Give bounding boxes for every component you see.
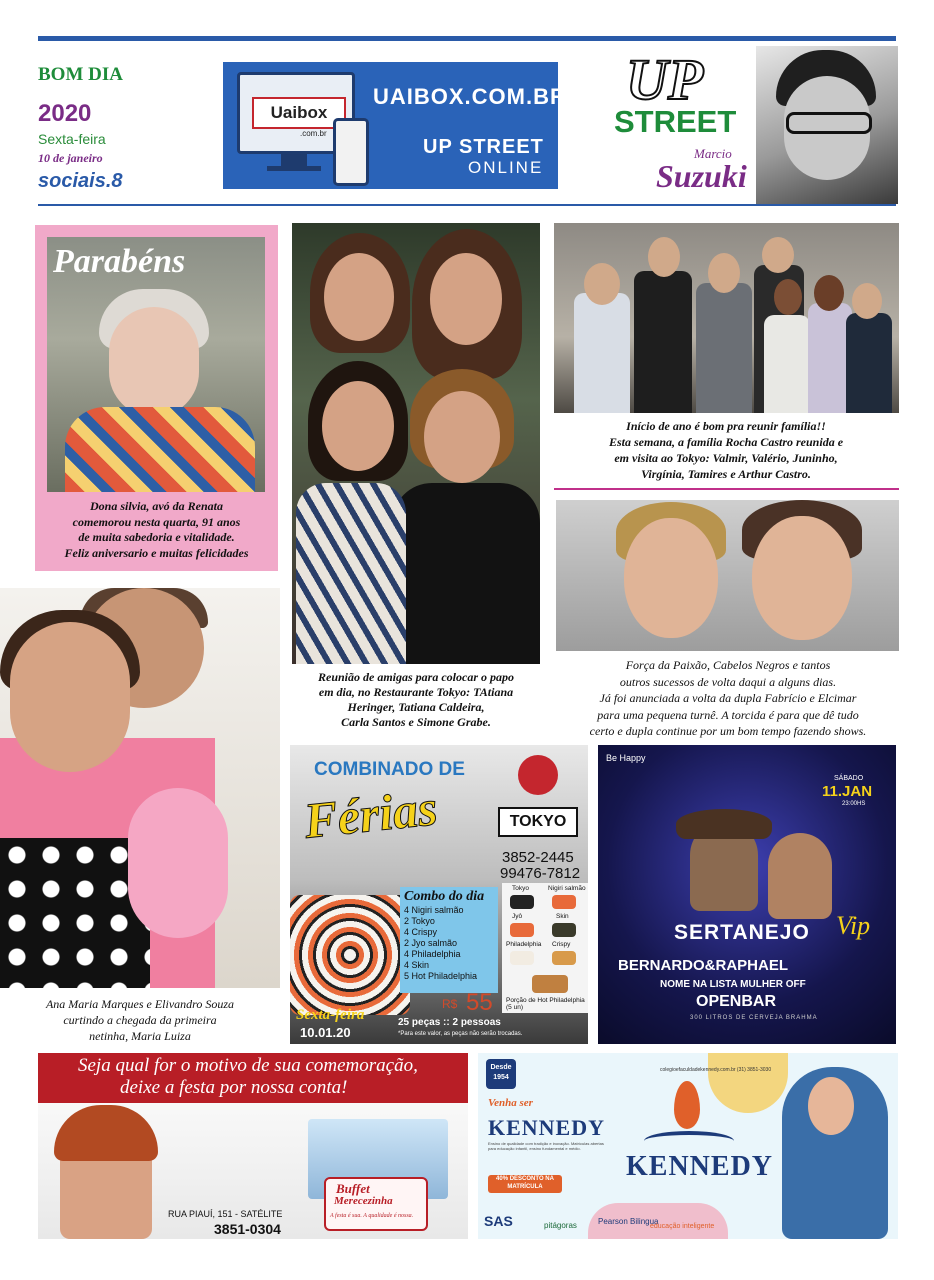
friend-print-top [296, 483, 406, 664]
since-badge: Desde 1954 [486, 1059, 516, 1089]
uaibox-line2: ONLINE [468, 158, 544, 177]
combo-list [400, 887, 498, 993]
combo-item: 4 Nigiri salmão [404, 905, 464, 915]
family-member [764, 315, 810, 413]
grandmother-face [10, 622, 130, 772]
edition-date: 10 de janeiro [38, 151, 103, 165]
friend-face [430, 253, 502, 345]
logo-street: STREET [614, 104, 737, 139]
singer-face [624, 518, 718, 638]
event-date: 11.JAN [822, 783, 873, 800]
uaibox-site-link[interactable]: UAIBOX.COM.BR [373, 84, 567, 109]
promo-note: *Para este valor, as peças não serão trocadas. [398, 1031, 523, 1037]
promo-date: 10.01.20 [300, 1025, 351, 1040]
family-face [814, 275, 844, 311]
sushi-piece [510, 895, 534, 909]
friend-face [424, 391, 500, 483]
birthday-caption: Dona silvia, avó da Renata comemorou nesta quarta, 91 anos de muita sabedoria e vitalidade. Feliz aniversario e muitas felicidades [64, 499, 249, 560]
kennedy-school-ad[interactable] [478, 1053, 898, 1239]
buffet-slogan-1: Seja qual for o motivo de sua comemoração, [78, 1055, 418, 1076]
duo-caption: Força da Paixão, Cabelos Negros e tantos outros sucessos de volta daqui a alguns dias. Já foi anunciada a volta da dupla Fabrício e Elcimar para uma pequena turnê. A torcida é para que dê tudo certo e dupla continue por um bom tempo fazendo shows. [589, 658, 867, 738]
kennedy-invite: Venha ser [488, 1097, 533, 1109]
buffet-logo [324, 1177, 428, 1231]
monitor-base [267, 166, 321, 171]
singer-two [768, 833, 832, 919]
uaibox-logo-sub: .com.br [300, 129, 327, 138]
piece-label: Porção de Hot Philadelphia (5 un) [506, 997, 585, 1011]
columnist-last-name: Suzuki [656, 158, 747, 194]
combo-item: 2 Tokyo [404, 916, 435, 926]
top-rule [38, 36, 896, 41]
friend-black-top [392, 483, 540, 664]
piece-label: Tokyo [512, 885, 529, 892]
event-title-accent: Vip [836, 911, 871, 940]
partner-sas: SAS [484, 1213, 513, 1229]
combo-item: 4 Crispy [404, 927, 438, 937]
student-face [808, 1077, 854, 1135]
price-value: 55 [466, 989, 493, 1016]
family-face [852, 283, 882, 319]
event-artists: BERNARDO&RAPHAEL [618, 957, 789, 974]
tokyo-headline: COMBINADO DE [314, 759, 465, 780]
friend-face [322, 381, 394, 471]
friends-caption: Reunião de amigas para colocar o papo em dia, no Restaurante Tokyo: TAtiana Heringer, Tatiana Caldeira, Carla Santos e Simone Grabe. [317, 670, 514, 729]
buffet-banner [38, 1053, 468, 1103]
tokyo-logo: TOKYO [498, 807, 578, 837]
uaibox-ad[interactable] [223, 62, 567, 189]
sushi-piece [510, 923, 534, 937]
family-member [634, 271, 692, 413]
sushi-photo [290, 895, 410, 1015]
family-caption: Início de ano é bom pra reunir família!! Esta semana, a família Rocha Castro reunida e em visita ao Tokyo: Valmir, Valério, Juninho, Virgínia, Tamires e Arthur Castro. [608, 419, 844, 481]
event-open-bar: OPENBAR [696, 993, 777, 1010]
family-face [708, 253, 740, 293]
family-photo [554, 223, 899, 413]
smartphone-icon [333, 118, 369, 186]
photo-face [109, 307, 199, 417]
up-street-logo [612, 46, 898, 204]
partner-pearson: Pearson Bilingua [598, 1217, 659, 1226]
buffet-logo-line1: Buffet [336, 1181, 370, 1196]
kennedy-site[interactable]: colegioefaculdadekennedy.com.br (31) 3851-3030 [660, 1067, 772, 1073]
baby [128, 788, 228, 938]
buffet-phone[interactable]: 3851-0304 [214, 1221, 281, 1237]
sushi-piece [552, 923, 576, 937]
piece-label: Nigiri salmão [548, 885, 586, 892]
combo-item: 4 Philadelphia [404, 949, 461, 959]
logo-up: UP [626, 47, 704, 112]
partner-educacao: educação inteligente [650, 1223, 715, 1230]
piece-label: Jyô [512, 913, 523, 920]
birthday-title: Parabéns [53, 243, 186, 280]
event-day: SÁBADO [834, 775, 864, 782]
price-currency: R$ [442, 997, 458, 1011]
combo-item: 5 Hot Philadelphia [404, 971, 478, 981]
event-list-info: NOME NA LISTA MULHER OFF [660, 979, 806, 990]
pieces-info: 25 peças :: 2 pessoas [398, 1017, 501, 1028]
sertanejo-event-ad[interactable] [598, 745, 896, 1044]
cowboy-hat-icon [676, 809, 772, 839]
uaibox-line1: UP STREET [423, 136, 544, 158]
decor-shape [708, 1053, 788, 1113]
family-member [696, 283, 752, 413]
header-bottom-rule [38, 204, 896, 206]
buffet-address: RUA PIAUÍ, 151 - SATÉLITE [168, 1209, 283, 1219]
section-divider [554, 488, 899, 490]
event-time: 23:00HS [842, 801, 866, 807]
column-greeting: BOM DIA [38, 64, 123, 85]
uaibox-logo: Uaibox [252, 97, 346, 129]
grandparents-caption: Ana Maria Marques e Elivandro Souza curtindo a chegada da primeira netinha, Maria Luiza [45, 997, 235, 1043]
buffet-slogan-2: deixe a festa por nossa conta! [120, 1077, 348, 1098]
venue-brand: Be Happy [606, 753, 646, 763]
partner-pitagoras: pitágoras [544, 1221, 577, 1230]
event-title: SERTANEJO [674, 921, 810, 944]
glasses-icon [786, 112, 872, 134]
grandparents-photo [0, 588, 280, 988]
promo-day: Sexta-feira [296, 1007, 365, 1023]
buffet-ad[interactable] [38, 1053, 468, 1239]
sushi-piece [510, 951, 534, 965]
kennedy-discount-badge: 40% DESCONTO NA MATRÍCULA [488, 1175, 562, 1193]
buffet-logo-tagline: A festa é sua. A qualidade é nossa. [330, 1213, 414, 1219]
flame-icon [674, 1081, 700, 1129]
duo-photo [556, 500, 899, 651]
section-label: sociais.8 [38, 170, 123, 192]
family-member [846, 313, 892, 413]
friend-face [324, 253, 394, 341]
combo-item: 2 Jyo salmão [404, 938, 458, 948]
sushi-pieces-panel [502, 883, 588, 1013]
edition-weekday: Sexta-feira [38, 131, 106, 147]
family-face [584, 263, 620, 305]
birthday-photo [47, 237, 265, 492]
birthday-box [35, 225, 278, 571]
singer-face [752, 516, 852, 640]
columnist-first-name: Marcio [694, 146, 732, 161]
family-face [774, 279, 802, 315]
sushi-piece [532, 975, 568, 993]
kennedy-description: Ensino de qualidade com tradição e inovação. Matrículas abertas para educação infantil, ensino fundamental e médio. [488, 1141, 604, 1151]
piece-label: Crispy [552, 941, 571, 948]
family-face [648, 237, 680, 277]
photo-floral-dress [65, 407, 255, 492]
columnist-photo [756, 46, 898, 204]
fish-icon [518, 755, 558, 795]
kennedy-logo: KENNEDY [626, 1151, 774, 1182]
tokyo-phone-2[interactable]: 99476-7812 [500, 865, 581, 882]
buffet-logo-line2: Merecezinha [334, 1195, 393, 1207]
tokyo-restaurant-ad[interactable] [290, 745, 588, 1044]
tokyo-headline-script: Férias [301, 779, 440, 849]
event-beer-info: 300 LITROS DE CERVEJA BRAHMA [690, 1015, 818, 1021]
family-face [762, 237, 794, 273]
sushi-piece [552, 951, 576, 965]
family-member [574, 293, 630, 413]
piece-label: Skin [556, 913, 569, 920]
kennedy-name-small: KENNEDY [488, 1115, 606, 1140]
tokyo-phone-1[interactable]: 3852-2445 [502, 849, 574, 866]
sushi-piece [552, 895, 576, 909]
buffet-owner-hair [54, 1105, 158, 1161]
friends-photo [292, 223, 540, 664]
combo-item: 4 Skin [404, 960, 430, 970]
piece-label: Philadelphia [506, 941, 542, 948]
combo-title: Combo do dia [404, 889, 485, 904]
open-book-icon [644, 1131, 734, 1151]
edition-year: 2020 [38, 100, 92, 127]
